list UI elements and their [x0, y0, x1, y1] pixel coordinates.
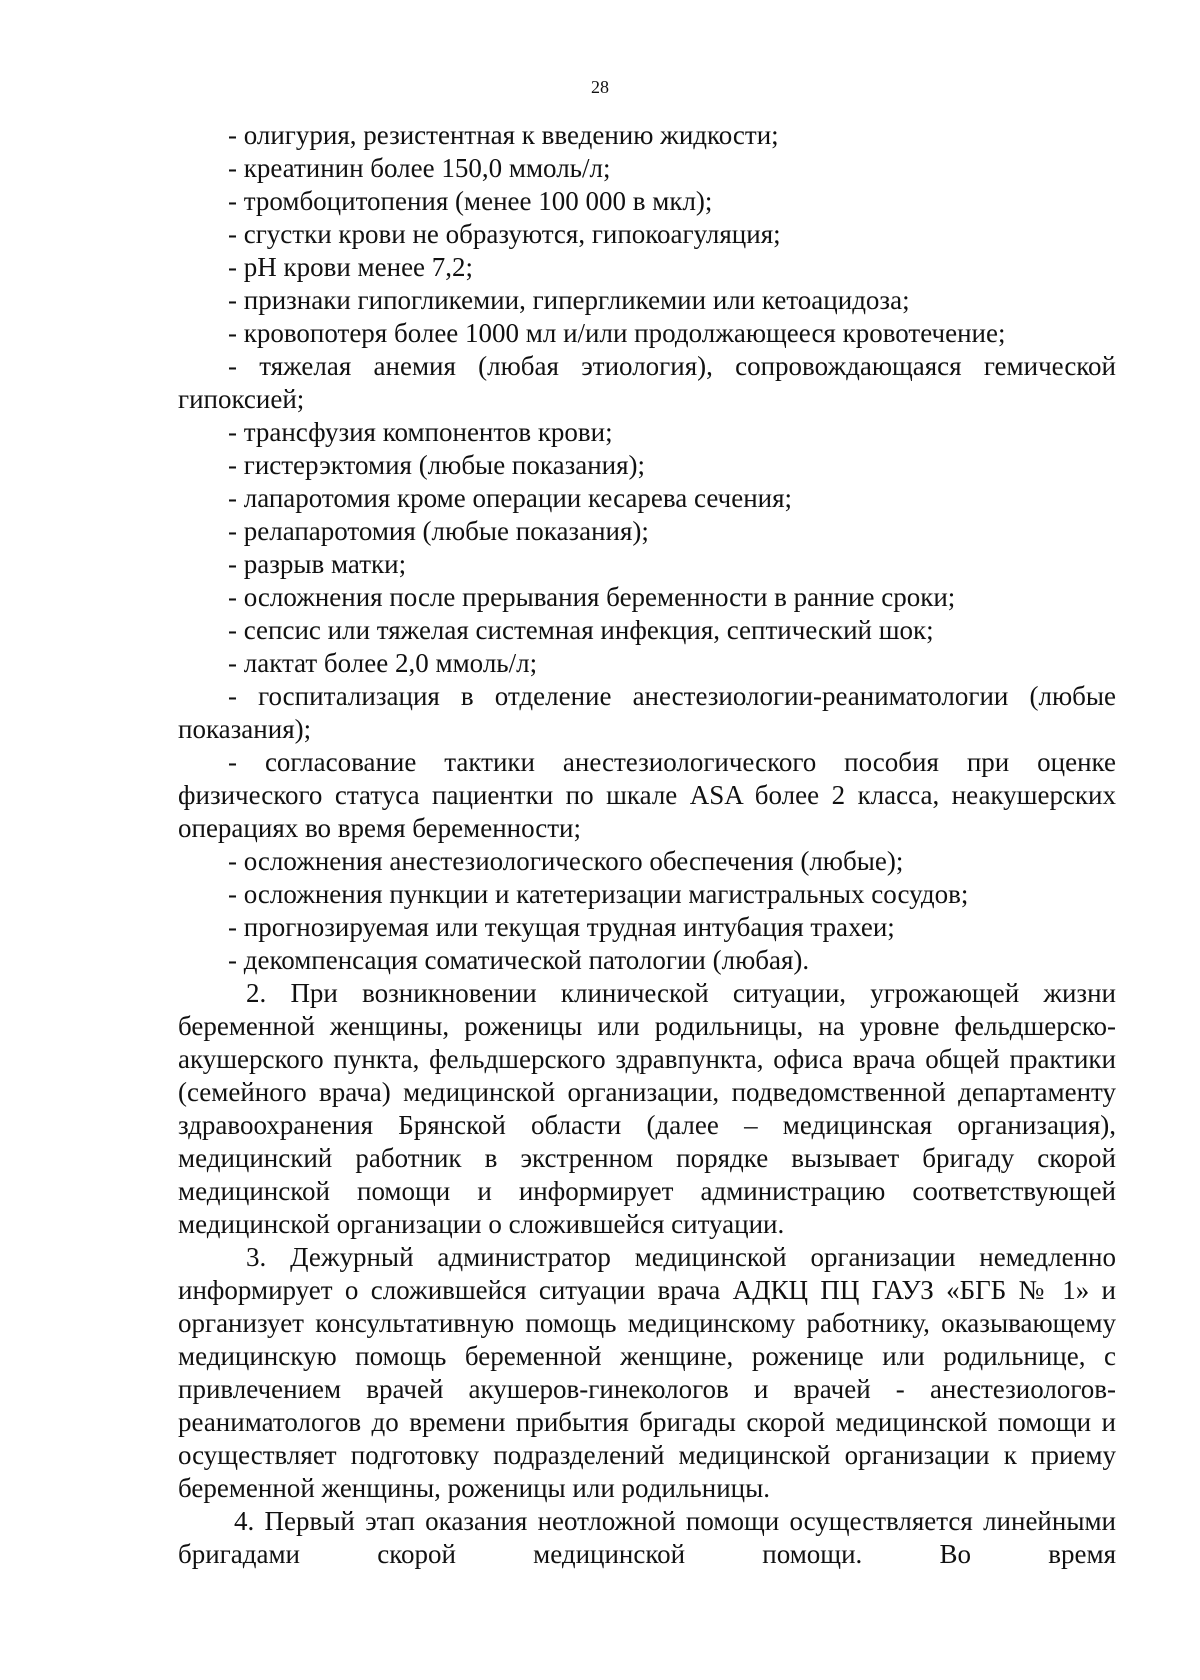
document-body [178, 119, 1116, 1571]
list-item: - гистерэктомия (любые показания); [228, 450, 646, 480]
list-item: - осложнения анестезиологического обеспечения (любые); [228, 846, 904, 876]
list-item: - признаки гипогликемии, гипергликемии или кетоацидоза; [228, 285, 910, 315]
list-item: - лапаротомия кроме операции кесарева сечения; [228, 483, 793, 513]
list-item: - сгустки крови не образуются, гипокоагуляция; [228, 219, 781, 249]
list-item: - осложнения после прерывания беременности в ранние сроки; [228, 582, 956, 612]
list-item: - трансфузия компонентов крови; [228, 417, 613, 447]
list-item: - лактат более 2,0 ммоль/л; [228, 648, 538, 678]
paragraph-2: 2. При возникновении клинической ситуации, угрожающей жизни беременной женщины, роженицы или родильницы, на уровне фельдшерско-акушерского пункта, фельдшерского здравпункта, офиса врача общей практики (семейного врача) медицинской организации, подведомственной департаменту здравоохранения Брянской области (далее – медицинская организация), медицинский работник в экстренном порядке вызывает бригаду скорой медицинской помощи и информирует администрацию соответствующей медицинской организации о сложившейся ситуации. [178, 978, 1116, 1239]
list-item: - pH крови менее 7,2; [228, 252, 474, 282]
list-item: - согласование тактики анестезиологического пособия при оценке физического статуса пациентки по шкале ASA более 2 класса, неакушерских операциях во время беременности; [178, 747, 1116, 843]
list-item: - олигурия, резистентная к введению жидкости; [228, 120, 779, 150]
list-item: - разрыв матки; [228, 549, 407, 579]
list-item: - кровопотеря более 1000 мл и/или продолжающееся кровотечение; [228, 318, 1006, 348]
list-item: - прогнозируемая или текущая трудная интубация трахеи; [228, 912, 895, 942]
list-item: - госпитализация в отделение анестезиологии-реаниматологии (любые показания); [178, 681, 1116, 744]
list-item: - релапаротомия (любые показания); [228, 516, 649, 546]
page-number: 28 [591, 77, 609, 97]
list-item: - декомпенсация соматической патологии (любая). [228, 945, 810, 975]
paragraph-4: 4. Первый этап оказания неотложной помощи осуществляется линейными бригадами скорой медицинской помощи. Во время [178, 1506, 1116, 1569]
list-item: - тяжелая анемия (любая этиология), сопровождающаяся гемической гипоксией; [178, 351, 1116, 414]
list-item: - осложнения пункции и катетеризации магистральных сосудов; [228, 879, 969, 909]
list-item: - креатинин более 150,0 ммоль/л; [228, 153, 611, 183]
paragraph-3: 3. Дежурный администратор медицинской организации немедленно информирует о сложившейся ситуации врача АДКЦ ПЦ ГАУЗ «БГБ № 1» и организует консультативную помощь медицинскому работнику, оказывающему медицинскую помощь беременной женщине, роженице или родильнице, с привлечением врачей акушеров-гинекологов и врачей - анестезиологов-реаниматологов до времени прибытия бригады скорой медицинской помощи и осуществляет подготовку подразделений медицинской организации к приему беременной женщины, роженицы или родильницы. [178, 1242, 1116, 1503]
list-item: - сепсис или тяжелая системная инфекция, септический шок; [228, 615, 934, 645]
list-item: - тромбоцитопения (менее 100 000 в мкл); [228, 186, 713, 216]
